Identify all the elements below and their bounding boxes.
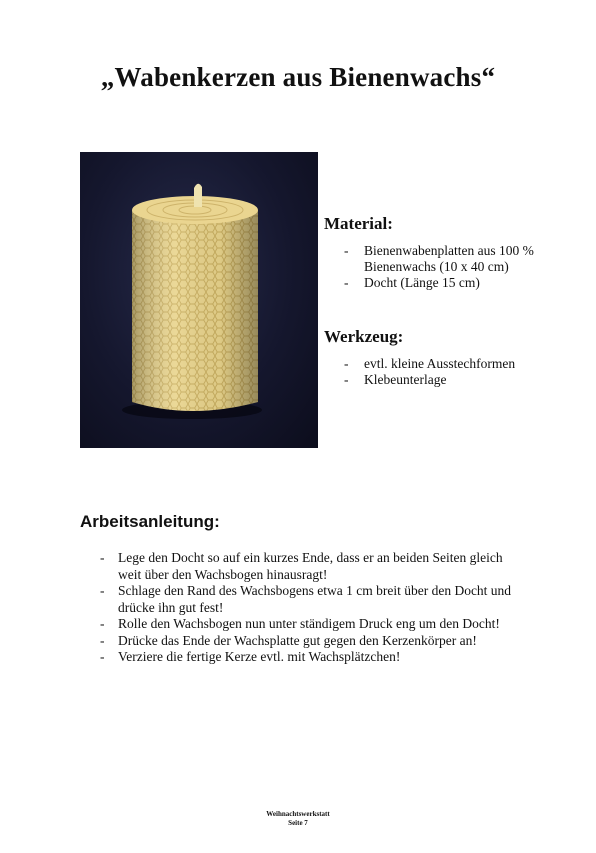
step-item (100, 633, 560, 650)
step-line: Lege den Docht so auf ein kurzes Ende, dass er an beiden Seiten gleich (118, 550, 503, 565)
dash-marker: - (100, 550, 105, 565)
candle-photo (80, 152, 318, 448)
werkzeug-item: Klebeunterlage (364, 372, 447, 387)
dash-marker: - (344, 275, 349, 290)
step-item (100, 550, 560, 583)
page-title: „Wabenkerzen aus Bienenwachs“ (100, 62, 496, 92)
material-item-line: Docht (Länge 15 cm) (364, 275, 480, 290)
dash-marker: - (344, 356, 349, 371)
list-item (344, 372, 574, 388)
werkzeug-heading: Werkzeug: (324, 327, 404, 346)
material-item-line: Bienenwachs (10 x 40 cm) (364, 259, 509, 274)
list-item (344, 356, 574, 372)
step-item (100, 583, 560, 616)
step-line: Drücke das Ende der Wachsplatte gut gegen den Kerzenkörper an! (118, 632, 477, 648)
step-line: Schlage den Rand des Wachsbogens etwa 1 cm breit über den Docht und (118, 583, 512, 598)
werkzeug-list (344, 356, 574, 388)
dash-marker: - (344, 243, 349, 258)
instruction-steps (100, 550, 560, 666)
footer-page-number: Seite 7 (288, 819, 308, 827)
list-item (344, 275, 574, 291)
step-line: Verziere die fertige Kerze evtl. mit Wachsplätzchen! (118, 649, 401, 664)
dash-marker: - (344, 372, 349, 387)
step-item (100, 649, 560, 666)
step-line: drücke ihn gut fest! (118, 599, 224, 615)
step-line: Rolle den Wachsbogen nun unter ständigem Druck eng um den Docht! (118, 616, 500, 631)
werkzeug-item: evtl. kleine Ausstechformen (364, 356, 516, 371)
dash-marker: - (100, 632, 105, 648)
footer-title: Weihnachtswerkstatt (266, 810, 330, 818)
list-item (344, 243, 574, 275)
beeswax-candle-illustration (80, 152, 318, 448)
page-footer (0, 810, 596, 828)
material-list (344, 243, 574, 291)
material-heading: Material: (324, 214, 393, 233)
material-item-line: Bienenwabenplatten aus 100 % (364, 243, 534, 258)
step-item (100, 616, 560, 633)
dash-marker: - (100, 649, 105, 664)
step-line: weit über den Wachsbogen hinausragt! (118, 566, 328, 582)
dash-marker: - (100, 616, 105, 631)
arbeitsanleitung-heading: Arbeitsanleitung: (80, 512, 220, 531)
dash-marker: - (100, 583, 105, 598)
